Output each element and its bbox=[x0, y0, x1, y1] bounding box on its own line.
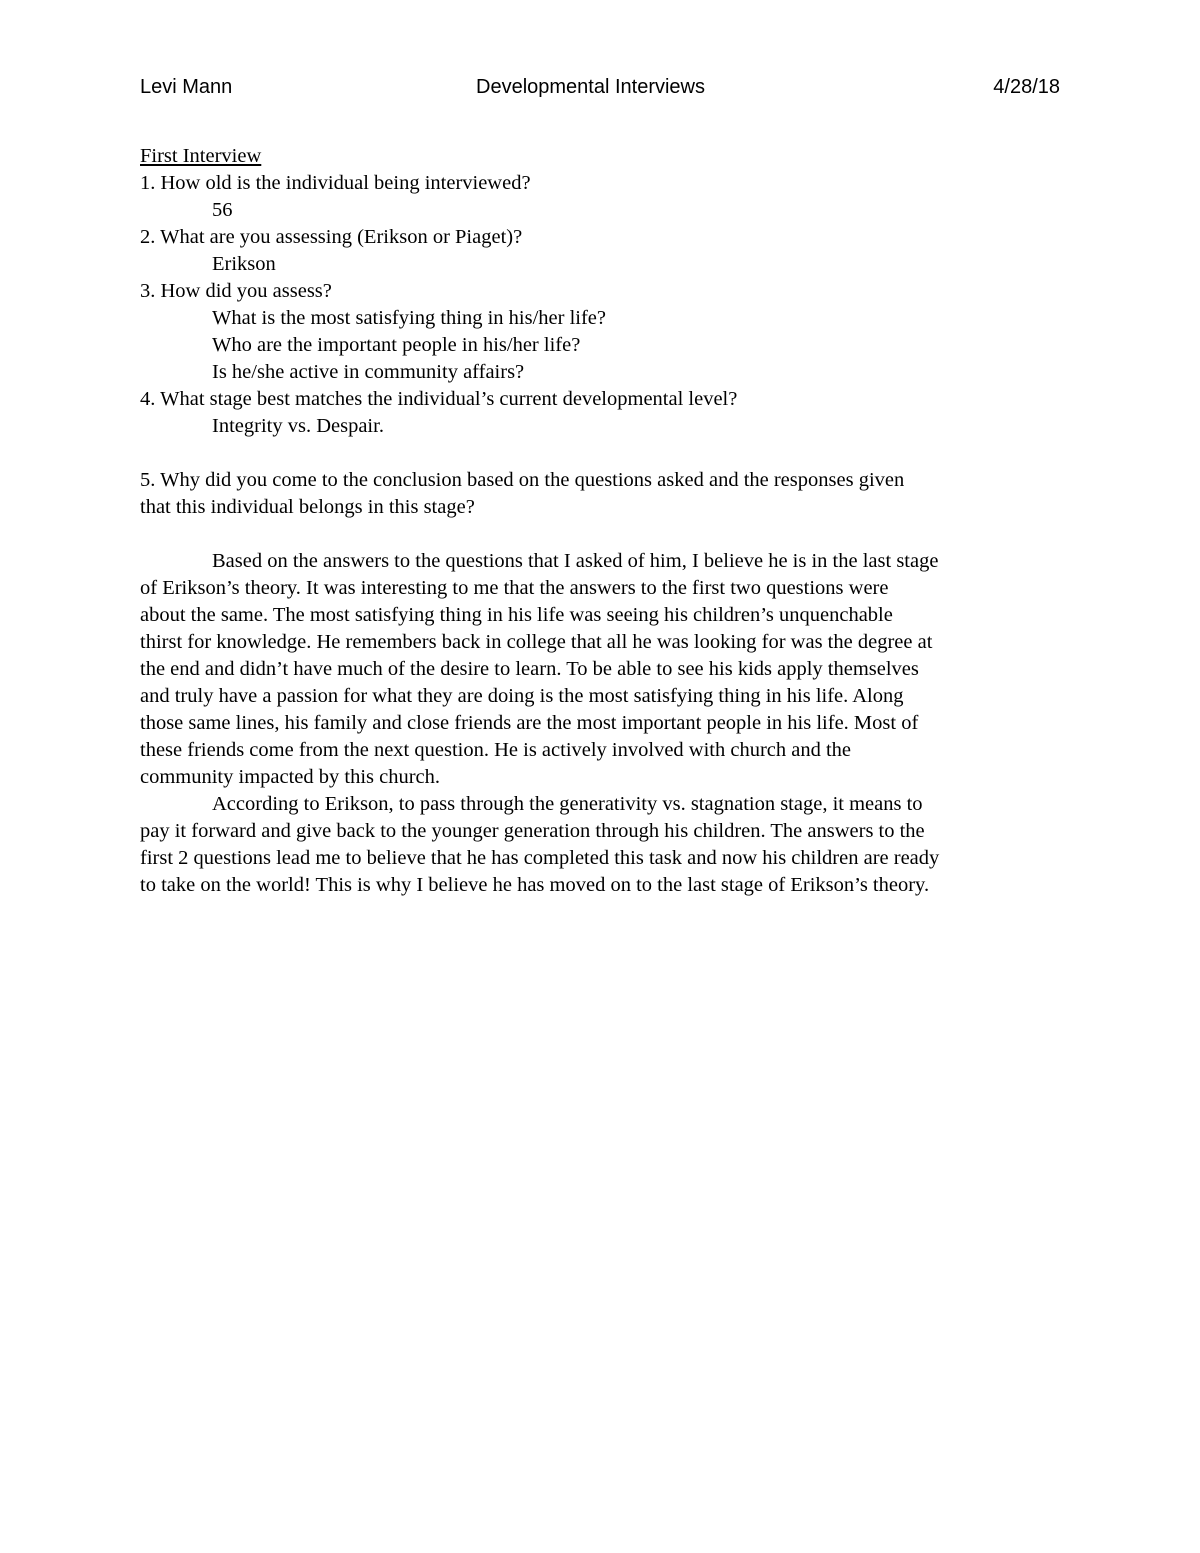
paragraph-1-line: community impacted by this church. bbox=[140, 766, 441, 788]
section-title: First Interview bbox=[140, 145, 262, 167]
paragraph-1-line: of Erikson’s theory. It was interesting to me that the answers to the first two questions were bbox=[140, 577, 889, 599]
question-1: 1. How old is the individual being interviewed? bbox=[140, 172, 531, 194]
spacer bbox=[140, 440, 1070, 467]
question-3: 3. How did you assess? bbox=[140, 280, 332, 302]
question-4: 4. What stage best matches the individual’s current developmental level? bbox=[140, 388, 738, 410]
document-body bbox=[140, 143, 1070, 899]
paragraph-2-line: to take on the world! This is why I believe he has moved on to the last stage of Erikson’s theory. bbox=[140, 874, 930, 896]
paragraph-1-line: those same lines, his family and close friends are the most important people in his life. Most of bbox=[140, 712, 919, 734]
answer-1: 56 bbox=[212, 199, 233, 221]
question-5-line-1: 5. Why did you come to the conclusion based on the questions asked and the responses given bbox=[140, 469, 905, 491]
header-date: 4/28/18 bbox=[993, 76, 1060, 98]
paragraph-1-line: and truly have a passion for what they are doing is the most satisfying thing in his life. Along bbox=[140, 685, 904, 707]
paragraph-1-line: thirst for knowledge. He remembers back in college that all he was looking for was the degree at bbox=[140, 631, 933, 653]
answer-3-1: What is the most satisfying thing in his/her life? bbox=[212, 307, 606, 329]
paragraph-1-line: Based on the answers to the questions that I asked of him, I believe he is in the last stage bbox=[212, 550, 939, 572]
spacer bbox=[140, 521, 1070, 548]
question-2: 2. What are you assessing (Erikson or Piaget)? bbox=[140, 226, 523, 248]
header-title: Developmental Interviews bbox=[476, 76, 705, 98]
answer-3-3: Is he/she active in community affairs? bbox=[212, 361, 525, 383]
answer-3-2: Who are the important people in his/her life? bbox=[212, 334, 581, 356]
header-author: Levi Mann bbox=[140, 76, 233, 98]
answer-2: Erikson bbox=[212, 253, 276, 275]
paragraph-2-line: first 2 questions lead me to believe that he has completed this task and now his children are ready bbox=[140, 847, 940, 869]
question-5-line-2: that this individual belongs in this stage? bbox=[140, 496, 475, 518]
paragraph-1-line: the end and didn’t have much of the desire to learn. To be able to see his kids apply themselves bbox=[140, 658, 919, 680]
paragraph-1-line: these friends come from the next question. He is actively involved with church and the bbox=[140, 739, 852, 761]
paragraph-2-line: pay it forward and give back to the younger generation through his children. The answers to the bbox=[140, 820, 925, 842]
answer-4: Integrity vs. Despair. bbox=[212, 415, 384, 437]
paragraph-2-line: According to Erikson, to pass through the generativity vs. stagnation stage, it means to bbox=[212, 793, 923, 815]
paragraph-1-line: about the same. The most satisfying thing in his life was seeing his children’s unquenchable bbox=[140, 604, 893, 626]
page-header bbox=[140, 72, 1060, 102]
